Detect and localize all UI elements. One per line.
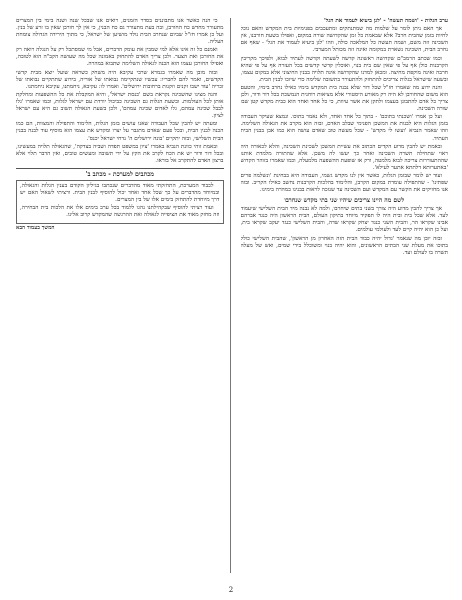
continued-note: המשך בעמוד הבא [16, 224, 55, 231]
article-paragraph: והנה ידוע מה שאמרו חז"ל שכל דור שלא נבנה בית המקדש בימיו כאילו נחרב בימיו, והטעם הוא משום שהחורבן לא היה רק מאורע היסטורי אלא מציאות רוחנית הנמשכת בכל דור ודור, ולכן צריך כל אדם להתבונן בעצמו ולתקן את אשר עיוות, כי כל אחד ואחד הוא כבית מקדש קטן שבו שורה השכינה. [240, 84, 448, 113]
article-paragraph: כי הנה כאשר אנו מתבוננים בסדר הזמנים, רואים אנו שבכל שנה ושנה בימי בין המצרים מתעורר מחדש כח החורבן, ובה בעת מתעורר גם כח הבנין, כי אין לך חורבן שאין בו זרע של בנין. ועל כן אמרו חז"ל שביום שנחרב הבית נולד מושיען של ישראל, כי מתוך הירידה הגדולה צומחת העליה. [16, 18, 224, 46]
letters-box [16, 180, 224, 224]
letters-section-title: מכתבים למערכת - מכתב ב' [85, 170, 154, 178]
section-divider [16, 168, 224, 169]
section-subheading: לשם מה היינו צריכים שיהיו שני בתי מקדש שנחרבו [284, 197, 405, 205]
article-opening-line: ערב הגלות - 'ושמה תעשה' - 'לגן ביעיא לעמוד את הגל' [324, 18, 448, 24]
article-paragraph: אך האם ניתן לומר על שלמות מה שמתנתקים ומתעכבים בפנימיות בית המקדש והאם נוכל לחיות בזמן שהבית חרב? אלא שבאמת כל זמן שהקדושה שורה במקום, ואפילו בשעת חורבנו, אין השכינה זזה משם, ושמה תעשה כל המלאכה כולה, וזהו 'לגן ביעיא לעמוד את הגל' - שאף אם נחרב הבית, השכינה נשארת במקומה ואינה זזה מכותל המערבי. [240, 26, 448, 54]
left-column [16, 18, 231, 573]
article-paragraph: ובזה יובן מה שנאמר 'גדול יהיה כבוד הבית הזה האחרון מן הראשון', שהבית השלישי כולל בתוכו את מעלת שני הבתים הראשונים, והוא יהיה בנוי ומשוכלל בידי שמים, ואש של מעלה תשרה בו לעולם ועד. [240, 235, 448, 256]
letter-paragraph: ועוד רציתי להוסיף שבקהילתנו נהגו ללמוד בכל ערב בימים אלו את הלכות בית הבחירה, וזה מחזק מאוד את הציפייה לגאולה ואת ההרגשה שהמקדש קרוב אלינו. [20, 205, 220, 219]
letter-paragraph: לכבוד המערכת, התחזקתי מאוד מהדברים שנכתבו בגיליון הקודם בענין הגלות והגאולה, ובמיוחד מהדברים על כך שכל אחד ואחד יכול להוסיף לבנין הבית. ורציתי לשאול האם יש דרך מיוחדת להתחזק בימים אלו של בין המצרים. [20, 182, 220, 204]
article-paragraph: והנה מצינו שהשכינה נקראת בשם 'כנסת ישראל', והיא המקבלת את כל ההשפעות ומחלקת אותן לכל העולמות. ובשעת הגלות גם השכינה כביכול יורדת עם ישראל לגלות, וכמו שאמרו 'גלו לבבל שכינה עמהם, גלו לאדום שכינה עמהם', ולכן בשעת הגאולה תשוב גם היא עם ישראל לציון. [16, 92, 224, 120]
article-paragraph: ובאמת יש להבין מדוע הקדים הכתוב את עשיית המשכן לשכינת השכינה, והלא לכאורה היה ראוי שתחילה תשרה השכינה ואחר כך יעשו לה משכן. אלא שהתורה מלמדת אותנו שההתעוררות צריכה לבוא מלמטה, ורק אז שופעת ההשפעה מלמעלה, וכמו שאמרו בזוהר הקדוש 'באתערותא דלתתא אתער לעילא'. [240, 143, 448, 171]
article-paragraph: אך צריך להבין מדוע היה צורך בשני בתים שיחרבו, ולמה לא נבנה מיד הבית השלישי שיעמוד לעד. אלא שכל בית ובית היה לו תפקיד מיוחד בתיקון העולם, הבית הראשון היה כנגד אברהם אבינו שקראו הר, והבית השני כנגד יצחק שקראו שדה, והבית השלישי כנגד יעקב שקראו בית, ועל כן הוא יהיה קיים לעד ולעולמי עולמים. [240, 206, 448, 234]
article-paragraph: ובאמת זוהי כוונת הנביא באמרו 'ציון במשפט תפדה ושביה בצדקה', שהגאולה תלויה במעשינו, ובכל דור ודור יש את הכח לקרב את הקץ על ידי תשובה ומעשים טובים, ואין הדבר תלוי אלא ברצון האדם להתקרב אל בוראו. [16, 143, 224, 164]
page-number: 2 [228, 586, 234, 594]
two-column-layout [16, 18, 448, 573]
article-paragraph: ועל כן אמרו 'ושכנתי בתוכם' - בתוך כל אחד ואחד, ולא נאמר בתוכו. ונמצא שעיקר העבודה בזמן הגלות היא לבנות את המשכן הפנימי שבלב האדם, ובזה הוא מקרב את הגאולה השלימה. וזהו שאמר הנביא 'ועשו לי מקדש' - שכל מעשה טוב שאדם עושה הוא כמו אבן בבנין הבית העתיד. [240, 114, 448, 142]
article-paragraph: ועוד יש לומר שבזמן הגלות, כאשר אין לנו מקדש גשמי, העבודה היא בבחינת 'ונשלמה פרים שפתינו' - שהתפילה עומדת במקום הקרבן, והלימוד בהלכות הקרבנות נחשב כאילו הקריב. ובזה אנו מחזיקים את הקשר עם המקדש ועם השכינה עד שנזכה לראות בבנינו במהרה בימינו. [240, 173, 448, 194]
right-column [241, 18, 449, 573]
article-paragraph: ואמנם כל זה אינו אלא למי שמבין את עומק הדברים, אבל מי שמסתכל רק על הנגלה רואה רק את החורבן ואת הצער. ולכן צריך האדם להתחזק באמונה שכל מה שעושה הקב"ה הוא לטובה, ואפילו החורבן עצמו הוא הכנה לגאולה השלימה שתבוא במהרה. [16, 47, 224, 68]
article-paragraph: ובזה מובן מה שאמרו בגמרא שרבי עקיבא היה משחק כשראה שועל יוצא מבית קדשי הקדשים, ואמר להם לחבריו: עכשיו שנתקיימה נבואתו של אוריה, בידוע שתתקיים נבואתו של זכריה 'עוד ישבו זקנים וזקנות ברחובות ירושלים'. ואמרו לו: עקיבא, ניחמתנו, עקיבא ניחמתנו. [16, 69, 224, 90]
article-paragraph: ומעתה יש להבין שכל העבודה שאנו עושים בזמן הגלות, הלימוד והתפילה והמצוות, הם כמו הכנה לבנין הבית, ובכל פעם שאדם מתגבר על יצרו ומקדש את עצמו הוא מוסיף עוד לבנה בבנין הבית השלישי, ובזה יתקיים 'בונה ירושלים ה' נדחי ישראל יכנס'. [16, 121, 224, 142]
article-paragraph: וכמו שכתב הרמב"ם שקדושה ראשונה קדשה לשעתה וקדשה לעתיד לבוא, ולפיכך מקריבין הקרבנות כולן אף על פי שאין שם בית בנוי, ואוכלין קדשי קדשים בכל העזרה אף על פי שהיא חרבה ואינה מוקפת מחיצה. ומכאן למדנו שהקדושה אינה תלויה בבנין החיצוני אלא במקום עצמו, ובשעה שישראל בגלות צריכים להתחזק ולהתעורר בתשובה שלימה כדי שיזכו לבנין הבית. [240, 55, 448, 83]
